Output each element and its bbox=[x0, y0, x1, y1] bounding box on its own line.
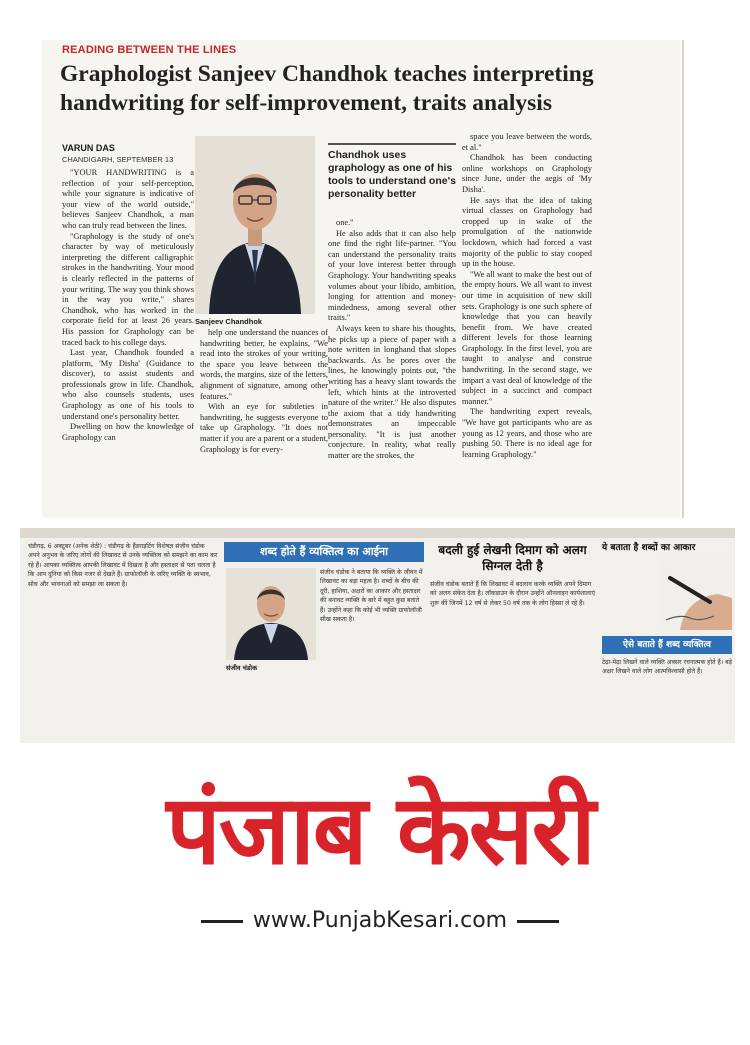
article-column-2 bbox=[200, 328, 328, 514]
hindi-article-clipping bbox=[20, 528, 735, 743]
article-paragraph: With an eye for subtleties in handwriting, he suggests everyone to take up Graphology. "It does not matter if you are a parent or a student, Graphology is for every- bbox=[200, 402, 328, 454]
clipping-edge-divider bbox=[682, 40, 684, 518]
article-column-3 bbox=[328, 218, 456, 516]
article-byline: VARUN DAS bbox=[62, 143, 115, 153]
portrait-illustration bbox=[195, 136, 315, 314]
hindi-far-right-banner: ऐसे बताते हैं शब्द व्यक्तित्व bbox=[602, 636, 732, 654]
logo-url: www.PunjabKesari.com bbox=[252, 908, 508, 933]
dash-right bbox=[517, 920, 559, 923]
hand-writing-photo bbox=[660, 558, 732, 630]
english-article-clipping bbox=[42, 40, 680, 518]
article-paragraph: "We all want to make the best out of the empty hours. We all want to invest our time in acquisition of new skill sets. Graphology is one such sphere of knowledge that you can heavily benefit from. We have created different levels for those learning Graphology. In the first level, you are taught to analyse and construe handwriting. In the second stage, we impart a vast deal of knowledge of the subject in a succinct and compact manner." bbox=[462, 269, 592, 406]
article-kicker: READING BETWEEN THE LINES bbox=[62, 44, 237, 56]
hindi-right-headline: बदली हुई लेखनी दिमाग को अलग सिग्नल देती है bbox=[438, 543, 587, 573]
torn-headline-strip bbox=[20, 528, 735, 538]
hindi-left-column: चंडीगढ़, 6 अक्टूबर (अनेक शेठी) : चंडीगढ़ के हैंडराइटिंग विशेषज्ञ संजीव चंडोक अपने अनुभव के जरिए लोगों की लिखावट से उनके व्यक्तित्व को समझने का काम कर रहे हैं। आपका व्यक्तित्व आपकी लिखावट में दिखता है और हस्ताक्षर से पता चलता है कि आप दुनिया को किस नजर से देखते हैं। ग्राफोलॉजी के जरिए व्यक्ति के स्वभाव, सोच और भावनाओं को समझा जा सकता है। bbox=[28, 543, 218, 588]
article-column-1 bbox=[62, 168, 194, 516]
article-paragraph: He says that the idea of taking virtual classes on Graphology had cropped up in wake of the promulgation of the nationwide lockdown, which had forced a vast majority of the public to stay cooped up in the house. bbox=[462, 195, 592, 269]
article-dateline: CHANDIGARH, SEPTEMBER 13 bbox=[62, 155, 174, 164]
portrait-photo bbox=[195, 136, 315, 314]
hindi-middle-column: संजीव चंडोक ने बताया कि व्यक्ति के जीवन में लिखावट का बड़ा महत्व है। शब्दों के बीच की दूरी, हाशिया, अक्षरों का आकार और हस्ताक्षर की बनावट व्यक्ति के बारे में बहुत कुछ बताते हैं। उन्होंने कहा कि कोई भी व्यक्ति ग्राफोलॉजी सीख सकता है। bbox=[320, 569, 423, 624]
article-paragraph: He also adds that it can also help one find the right life-partner. "You can understand the personality traits of your love interest better through Graphology. Your handwriting speaks volumes about your libido, ambition, longing for attention and money-mindedness, among several other traits." bbox=[328, 228, 456, 323]
hindi-right-column: संजीव चंडोक बताते हैं कि लिखावट में बदलाव करके व्यक्ति अपने दिमाग को अलग संकेत देता है। लॉकडाउन के दौरान उन्होंने ऑनलाइन कार्यशालाएं शुरू कीं जिनमें 12 वर्ष से लेकर 50 वर्ष तक के लोग हिस्सा ले रहे हैं। bbox=[430, 581, 595, 607]
article-paragraph: The handwriting expert reveals, "We have got participants who are as young as 12 years, and those who are pushing 50. There is no ideal age for learning Graphology." bbox=[462, 407, 592, 459]
article-headline: Graphologist Sanjeev Chandhok teaches interpreting handwriting for self-improvement, traits analysis bbox=[60, 61, 594, 116]
hindi-far-right-column: टेढ़ा-मेढ़ा लिखने वाले व्यक्ति अक्सर रचनात्मक होते हैं। बड़े अक्षर लिखने वाले लोग आत्मविश्वासी होते हैं। bbox=[602, 659, 732, 676]
article-paragraph: Always keen to share his thoughts, he picks up a piece of paper with a note written in longhand that slopes backwards. As he pores over the lines, he knowingly points out, "the writing has a heavy slant towards the left, which hints at the introverted nature of the writer." He also disputes the axiom that a tidy handwriting demonstrates an impeccable personality. "It is just another conjecture. In reality, what really matter are the strokes, the bbox=[328, 323, 456, 461]
hand-pen-illustration bbox=[660, 558, 732, 630]
logo-wordmark: पंजाब केसरी bbox=[166, 774, 594, 886]
article-paragraph: Chandhok has been conducting online workshops on Graphology since June, under the aegis of 'My Disha'. bbox=[462, 153, 592, 194]
article-column-4 bbox=[462, 132, 592, 516]
article-paragraph: Last year, Chandhok founded a platform, 'My Disha' (Guidance to discover), to assist students and professionals grow in life. Chandhok, who also counsels students, uses Graphology as one of his tools to understand one's personality better. bbox=[62, 348, 194, 421]
article-paragraph: "Graphology is the study of one's character by way of meticulously interpreting the different calligraphic strokes in the handwriting. Your mood is clearly reflected in the patterns of your writing. The way you think shows in the way you write," shares Chandhok, who has worked in the corporate field for at least 26 years. His passion for Graphology can be traced back to his college days. bbox=[62, 231, 194, 347]
article-paragraph: help one understand the nuances of handwriting better, he explains, "We read into the strokes of your writing, the space you leave between the words, the margins, size of the letters, alignment of signature, among other features." bbox=[200, 328, 328, 401]
punjab-kesari-logo bbox=[70, 770, 690, 945]
article-paragraph: "YOUR HANDWRITING is a reflection of your self-perception, while your signature is indicative of your view of the world outside," believes Sanjeev Chandhok, a man who can truly read between the lines. bbox=[62, 168, 194, 230]
dash-left bbox=[201, 920, 243, 923]
article-paragraph: one." bbox=[336, 218, 354, 227]
portrait-illustration bbox=[226, 568, 316, 660]
hindi-main-banner: शब्द होते हैं व्यक्तित्व का आईना bbox=[224, 542, 424, 562]
pull-quote: Chandhok uses graphology as one of his tools to understand one's personality better bbox=[328, 143, 456, 213]
article-paragraph: Dwelling on how the knowledge of Graphology can bbox=[62, 422, 194, 442]
photo-caption: Sanjeev Chandhok bbox=[195, 317, 263, 326]
logo-url-line bbox=[70, 908, 690, 933]
article-paragraph: space you leave between the words, et al." bbox=[462, 132, 592, 152]
hindi-portrait-photo bbox=[226, 568, 316, 660]
hindi-far-right-headline: ये बताता है शब्दों का आकार bbox=[602, 543, 696, 553]
hindi-photo-caption: संजीव चंडोक bbox=[226, 664, 258, 672]
